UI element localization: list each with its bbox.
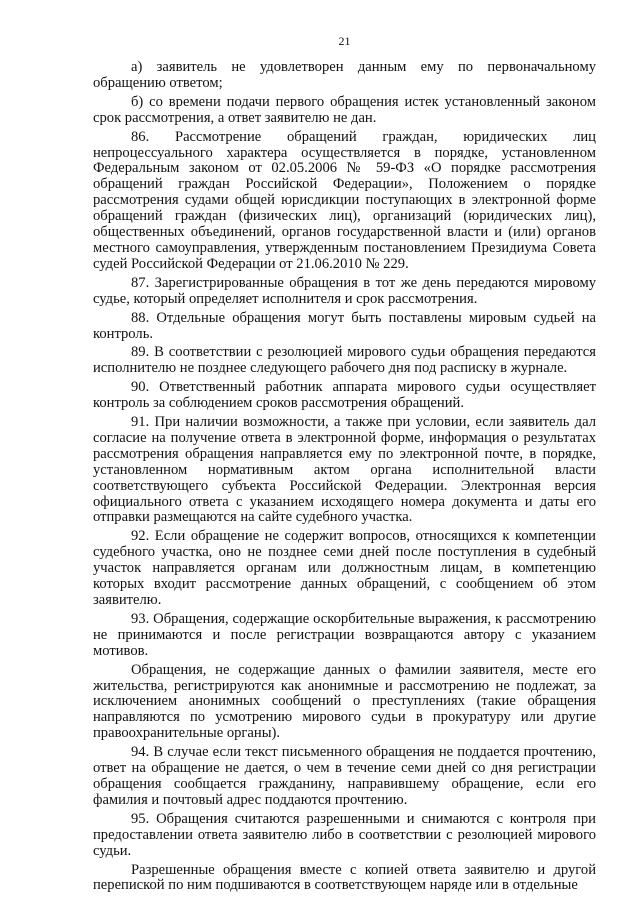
paragraph-92: 92. Если обращение не содержит вопросов, относящихся к компетенции судебного участка, оно не позднее семи дней после поступления в судебный участок направляется органам или должностным лицам, в компетенцию которых входит рассмотрение данных обращений, с сообщением об этом заявителю. (93, 528, 596, 608)
paragraph-resolved: Разрешенные обращения вместе с копией ответа заявителю и другой перепиской по ним подшиваются в соответствующем наряде или в отдельные (93, 861, 596, 894)
paragraph-90: 90. Ответственный работник аппарата мирового судьи осуществляет контроль за соблюдением сроков рассмотрения обращений. (93, 379, 596, 412)
page-number: 21 (338, 34, 351, 48)
paragraph-88: 88. Отдельные обращения могут быть поставлены мировым судьей на контроль. (93, 309, 596, 342)
paragraph-93: 93. Обращения, содержащие оскорбительные выражения, к рассмотрению не принимаются и после регистрации возвращаются автору с указанием мотивов. (93, 610, 596, 659)
paragraph-86: 86. Рассмотрение обращений граждан, юридических лиц непроцессуального характера осуществляется в порядке, установленном Федеральным законом от 02.05.2006 № 59-ФЗ «О порядке рассмотрения обращений граждан Российской Федерации», Положением о порядке рассмотрения судами общей юрисдикции поступающих в электронной форме обращений граждан (физических лиц), организаций (юридических лиц), общественных объединений, органов государственной власти и (или) органов местного самоуправления, утвержденным постановлением Президиума Совета судей Российской Федерации от 21.06.2010 № 229. (93, 128, 596, 272)
paragraph-b: б) со времени подачи первого обращения истек установленный законом срок рассмотрения, а ответ заявителю не дан. (93, 93, 596, 126)
paragraph-a: а) заявитель не удовлетворен данным ему по первоначальному обращению ответом; (93, 59, 596, 91)
paragraph-91: 91. При наличии возможности, а также при условии, если заявитель дал согласие на получение ответа в электронной форме, информация о результатах рассмотрения обращения направляется ему по электронной почте, в порядке, установленном нормативным актом органа исполнительной власти соответствующего субъекта Российской Федерации. Электронная версия официального ответа с указанием исходящего номера документа и даты его отправки размещаются на сайте судебного участка. (93, 414, 596, 526)
paragraph-anonymous: Обращения, не содержащие данных о фамилии заявителя, месте его жительства, регистрируются как анонимные и рассмотрению не подлежат, за исключением анонимных сообщений о преступлениях (такие обращения направляются по усмотрению мирового судьи в прокуратуру или другие правоохранительные органы). (93, 661, 596, 742)
paragraph-87: 87. Зарегистрированные обращения в тот же день передаются мировому судье, который определяет исполнителя и срок рассмотрения. (93, 274, 596, 307)
paragraph-89: 89. В соответствии с резолюцией мирового судьи обращения передаются исполнителю не позднее следующего рабочего дня под расписку в журнале. (93, 344, 596, 377)
document-body (93, 60, 596, 894)
paragraph-94: 94. В случае если текст письменного обращения не поддается прочтению, ответ на обращение не дается, о чем в течение семи дней со дня регистрации обращения сообщается гражданину, направившему обращение, если его фамилия и почтовый адрес поддаются прочтению. (93, 744, 596, 808)
paragraph-95: 95. Обращения считаются разрешенными и снимаются с контроля при предоставлении ответа заявителю либо в соответствии с резолюцией мирового судьи. (93, 810, 596, 859)
